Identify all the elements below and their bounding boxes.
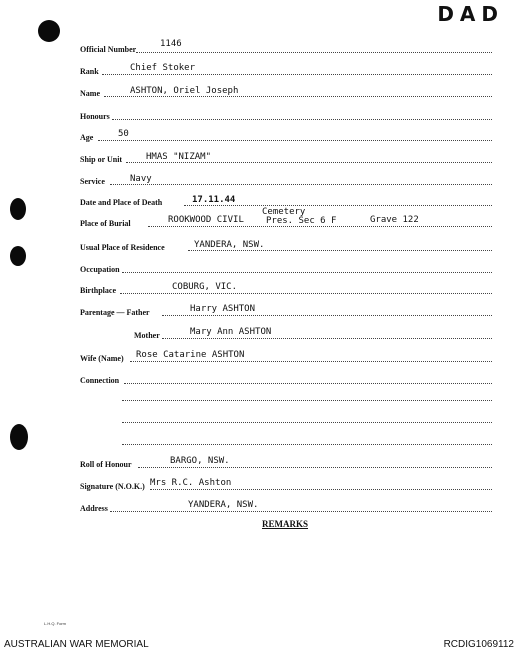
residence-row: [80, 238, 492, 252]
burial-label: Place of Burial: [80, 219, 131, 228]
signature-row: [80, 477, 492, 491]
address-row: [80, 499, 492, 513]
rank-label: Rank: [80, 67, 99, 76]
ship-label: Ship or Unit: [80, 155, 123, 164]
burial-grave: Grave 122: [370, 215, 419, 225]
ship-value: HMAS "NIZAM": [146, 152, 212, 162]
roll-row: [80, 455, 492, 469]
roll-value: BARGO, NSW.: [170, 456, 230, 466]
wife-label: Wife (Name): [80, 354, 124, 363]
name-value: ASHTON, Oriel Joseph: [130, 86, 239, 96]
connection-line: [122, 422, 492, 423]
service-row: [80, 172, 492, 186]
occupation-row: [80, 260, 492, 274]
birthplace-label: Birthplace: [80, 286, 116, 295]
father-label: Parentage — Father: [80, 308, 150, 317]
death-label: Date and Place of Death: [80, 198, 163, 207]
connection-line: [122, 444, 492, 445]
rank-row: [80, 62, 492, 76]
burial-insert: Cemetery: [262, 207, 306, 217]
ship-row: [80, 150, 492, 164]
signature-value: Mrs R.C. Ashton: [150, 478, 232, 488]
honours-row: [80, 107, 492, 121]
punch-hole: [10, 424, 28, 450]
signature-label: Signature (N.O.K.): [80, 482, 145, 491]
mother-value: Mary Ann ASHTON: [190, 327, 272, 337]
connection-row: [80, 371, 492, 385]
mother-row: [134, 326, 492, 340]
punch-hole: [10, 246, 26, 266]
name-label: Name: [80, 89, 100, 98]
remarks-heading: REMARKS: [262, 519, 309, 529]
mother-label: Mother: [134, 331, 160, 340]
service-value: Navy: [130, 174, 152, 184]
father-row: [80, 303, 492, 317]
name-row: [80, 84, 492, 98]
corner-marks: DAD: [437, 2, 504, 26]
footer-source: AUSTRALIAN WAR MEMORIAL: [4, 639, 149, 650]
wife-value: Rose Catarine ASHTON: [136, 350, 245, 360]
official-number-label: Official Number: [80, 45, 137, 54]
residence-label: Usual Place of Residence: [80, 243, 165, 252]
official-number-row: [80, 40, 492, 54]
service-label: Service: [80, 177, 105, 186]
age-row: [80, 128, 492, 142]
address-value: YANDERA, NSW.: [188, 500, 259, 510]
occupation-label: Occupation: [80, 265, 120, 274]
death-date-value: 17.11.44: [192, 195, 236, 205]
burial-value: ROOKWOOD CIVIL: [168, 215, 244, 225]
birthplace-value: COBURG, VIC.: [172, 282, 238, 292]
age-label: Age: [80, 133, 94, 142]
punch-hole: [10, 198, 26, 220]
official-number-value: 1146: [160, 39, 182, 49]
punch-hole: [38, 20, 60, 42]
connection-line: [122, 400, 492, 401]
father-value: Harry ASHTON: [190, 304, 256, 314]
burial-row: [80, 207, 492, 228]
rank-value: Chief Stoker: [130, 63, 196, 73]
connection-label: Connection: [80, 376, 120, 385]
residence-value: YANDERA, NSW.: [194, 240, 265, 250]
footer-id: RCDIG1069112: [443, 639, 514, 650]
print-code: L.H.Q. Form: [44, 621, 67, 626]
birthplace-row: [80, 281, 492, 295]
burial-detail: Pres. Sec 6 F: [266, 216, 337, 226]
wife-row: [80, 349, 492, 363]
roll-label: Roll of Honour: [80, 460, 132, 469]
address-label: Address: [80, 504, 108, 513]
honours-label: Honours: [80, 112, 110, 121]
death-row: [80, 193, 492, 207]
age-value: 50: [118, 129, 129, 139]
